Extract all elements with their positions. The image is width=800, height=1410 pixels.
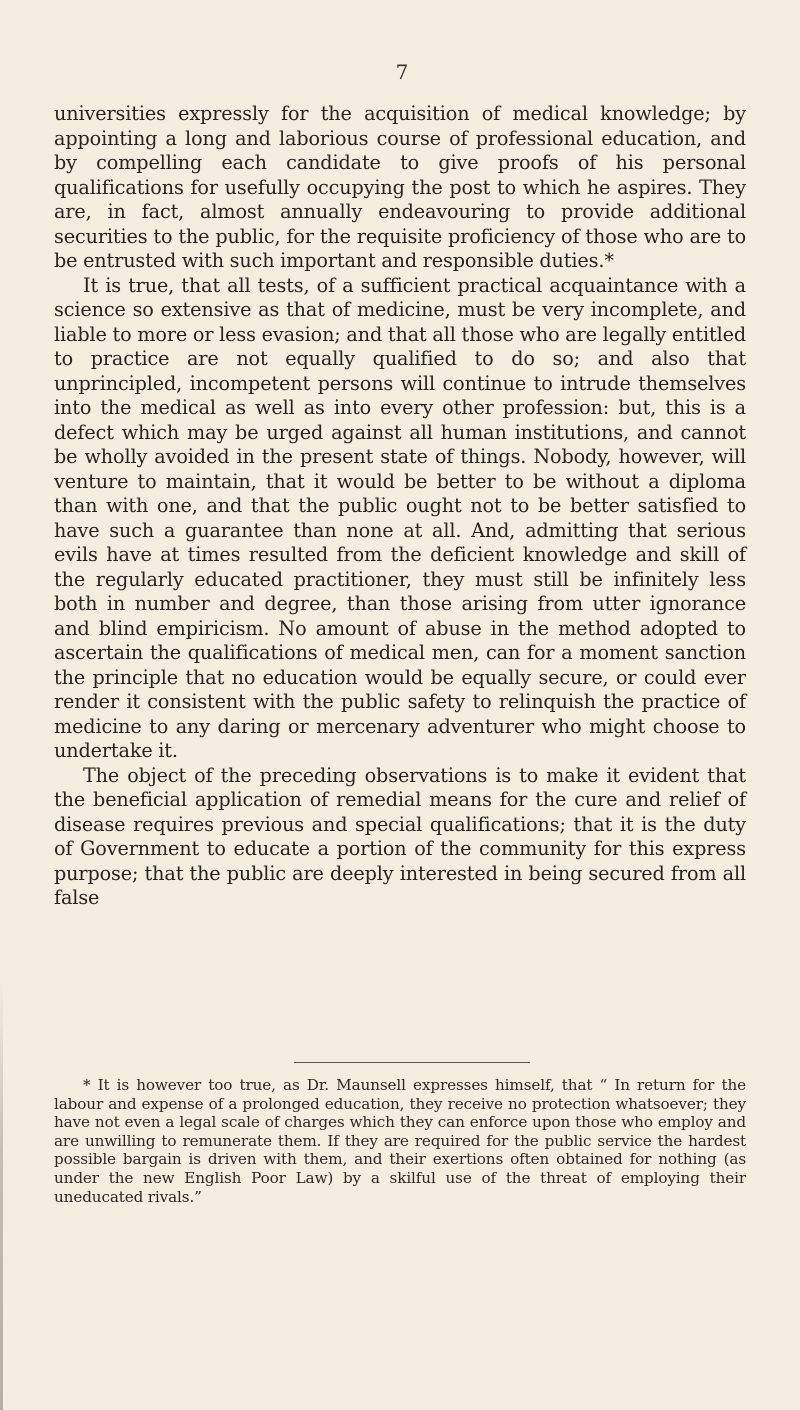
page-number: 7 (395, 60, 409, 84)
footnote-divider (294, 1062, 530, 1063)
paragraph-tests-incomplete: It is true, that all tests, of a sufficient practical acquaintance with a science so extensive as that of medicine, must be very incomplete, and liable to more or less evasion; and that all those who are legally entitled to practice are not equally qualified to do so; and also that unprincipled, incompetent persons will continue to intrude themselves into the medical as well as into every other profession: but, this is a defect which may be urged against all human institutions, and cannot be wholly avoided in the present state of things. Nobody, however, will venture to maintain, that it would be better to be without a diploma than with one, and that the public ought not to be better satisfied to have such a guarantee than none at all. And, admitting that serious evils have at times resulted from the deficient knowledge and skill of the regularly educated practitioner, they must still be infinitely less both in number and degree, than those arising from utter ignorance and blind empiricism. No amount of abuse in the method adopted to ascertain the qualifications of medical men, can for a moment sanction the principle that no education would be equally secure, or could ever render it consistent with the public safety to relinquish the practice of medicine to any daring or mercenary adventurer who might choose to undertake it. (54, 273, 746, 762)
paragraph-object-observations: The object of the preceding observations is to make it evident that the beneficial application of remedial means for the cure and relief of disease requires previous and special qualifications; that it is the duty of Government to educate a portion of the community for this express purpose; that the public are deeply interested in being secured from all false (54, 763, 746, 909)
page-edge-shadow (0, 980, 3, 1410)
paragraph-continued: universities expressly for the acquisition of medical knowledge; by appointing a long and laborious course of professional education, and by compelling each candidate to give proofs of his personal qualifications for usefully occupying the post to which he aspires. They are, in fact, almost annually endeavouring to provide additional securities to the public, for the requisite proficiency of those who are to be entrusted with such important and responsible duties.* (54, 102, 746, 272)
footnote: * It is however too true, as Dr. Maunsell expresses himself, that “ In return for the labour and expense of a prolonged education, they receive no protection whatsoever; they have not even a legal scale of charges which they can enforce upon those who employ and are unwilling to remunerate them. If they are required for the public service the hardest possible bargain is driven with them, and their exertions often obtained for nothing (as under the new English Poor Law) by a skilful use of the threat of employing their uneducated rivals.” (54, 1076, 746, 1206)
main-text (54, 102, 746, 911)
